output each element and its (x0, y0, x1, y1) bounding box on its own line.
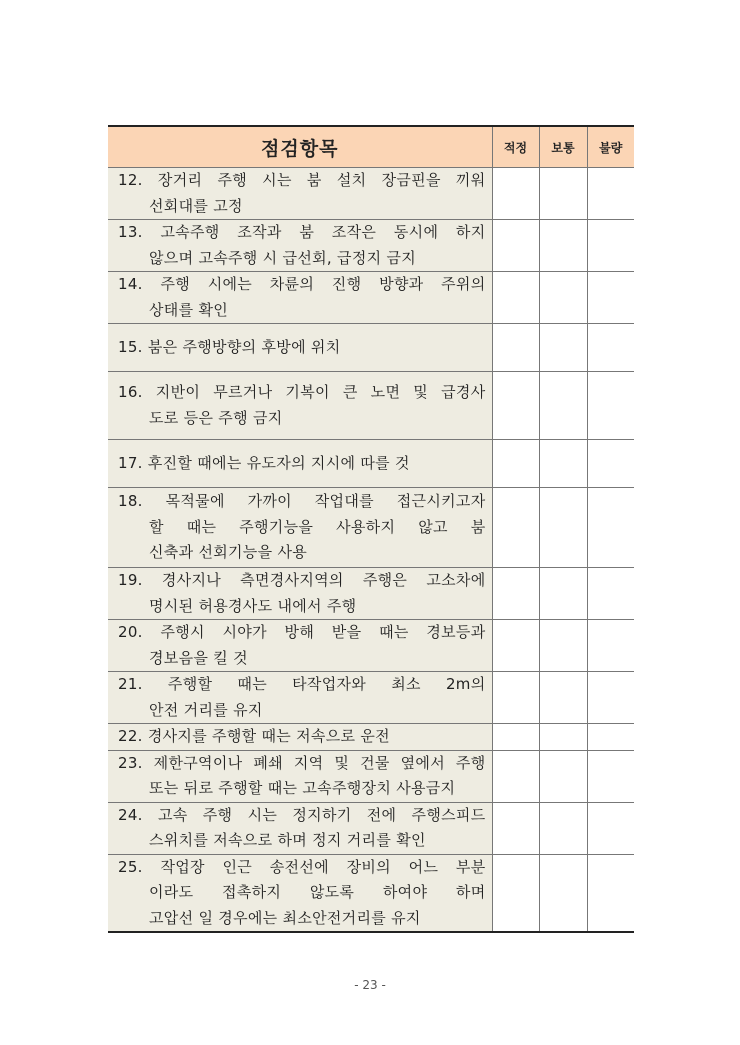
rating-poor-cell[interactable] (587, 802, 634, 854)
checklist-item-text (108, 220, 492, 272)
checklist-item-continuation: 할 때는 주행기능을 사용하지 않고 붐 (149, 517, 486, 536)
checklist-item-line: 25. 작업장 인근 송전선에 장비의 어느 부분 (118, 857, 486, 876)
rating-poor-cell[interactable] (587, 220, 634, 272)
rating-average-cell[interactable] (539, 724, 587, 751)
checklist-row (108, 854, 634, 932)
checklist-item-continuation: 선회대를 고정 (149, 196, 243, 215)
checklist-body (108, 168, 634, 933)
checklist-item-line: 12. 장거리 주행 시는 붐 설치 장금핀을 끼워 (118, 171, 486, 189)
rating-average-cell[interactable] (539, 750, 587, 802)
checklist-item-text (108, 750, 492, 802)
checklist-item-continuation: 않으며 고속주행 시 급선회, 급정지 금지 (149, 248, 417, 267)
rating-poor-cell[interactable] (587, 568, 634, 620)
checklist-item-line: 22. 경사지를 주행할 때는 저속으로 운전 (118, 727, 390, 745)
checklist-item-continuation: 안전 거리를 유지 (149, 700, 263, 719)
rating-average-cell[interactable] (539, 324, 587, 372)
rating-appropriate-cell[interactable] (492, 620, 539, 672)
rating-average-cell[interactable] (539, 854, 587, 932)
rating-poor-cell[interactable] (587, 620, 634, 672)
rating-appropriate-cell[interactable] (492, 750, 539, 802)
rating-appropriate-cell[interactable] (492, 568, 539, 620)
checklist-item-text (108, 168, 492, 220)
checklist-item-line: 18. 목적물에 가까이 작업대를 접근시키고자 (118, 492, 486, 511)
checklist-row (108, 802, 634, 854)
header-average: 보통 (539, 126, 587, 168)
header-inspection-item: 점검항목 (108, 126, 492, 168)
checklist-row (108, 324, 634, 372)
rating-average-cell[interactable] (539, 488, 587, 568)
page-number: - 23 - (354, 978, 386, 992)
checklist-item-text (108, 440, 492, 488)
rating-appropriate-cell[interactable] (492, 488, 539, 568)
checklist-item-text (108, 672, 492, 724)
checklist-item-line: 24. 고속 주행 시는 정지하기 전에 주행스피드 (118, 805, 486, 824)
checklist-item-text (108, 372, 492, 440)
rating-appropriate-cell[interactable] (492, 168, 539, 220)
checklist-row (108, 620, 634, 672)
rating-average-cell[interactable] (539, 440, 587, 488)
header-appropriate: 적정 (492, 126, 539, 168)
checklist-item-line: 13. 고속주행 조작과 붐 조작은 동시에 하지 (118, 223, 486, 241)
rating-poor-cell[interactable] (587, 854, 634, 932)
rating-poor-cell[interactable] (587, 324, 634, 372)
rating-appropriate-cell[interactable] (492, 324, 539, 372)
checklist-item-line: 16. 지반이 무르거나 기복이 큰 노면 및 급경사 (118, 383, 486, 401)
checklist-item-continuation: 스위치를 저속으로 하며 정지 거리를 확인 (149, 831, 426, 849)
checklist-item-text (108, 568, 492, 620)
checklist-row (108, 672, 634, 724)
rating-poor-cell[interactable] (587, 750, 634, 802)
checklist-item-continuation: 신축과 선회기능을 사용 (149, 543, 308, 562)
checklist-item-line: 17. 후진할 때에는 유도자의 지시에 따를 것 (118, 453, 410, 472)
rating-appropriate-cell[interactable] (492, 802, 539, 854)
rating-average-cell[interactable] (539, 220, 587, 272)
checklist-item-continuation: 고압선 일 경우에는 최소안전거리를 유지 (149, 908, 421, 927)
checklist-item-continuation: 상태를 확인 (149, 300, 229, 319)
rating-average-cell[interactable] (539, 802, 587, 854)
checklist-item-continuation: 도로 등은 주행 금지 (149, 408, 283, 427)
rating-appropriate-cell[interactable] (492, 440, 539, 488)
checklist-item-text (108, 724, 492, 751)
rating-average-cell[interactable] (539, 568, 587, 620)
checklist-row (108, 440, 634, 488)
inspection-checklist-table (108, 125, 634, 933)
checklist-item-line: 20. 주행시 시야가 방해 받을 때는 경보등과 (118, 623, 486, 641)
rating-poor-cell[interactable] (587, 488, 634, 568)
rating-poor-cell[interactable] (587, 672, 634, 724)
checklist-row (108, 272, 634, 324)
checklist-item-continuation: 이라도 접촉하지 않도록 하여야 하며 (149, 883, 486, 901)
checklist-item-line: 15. 붐은 주행방향의 후방에 위치 (118, 337, 341, 356)
rating-average-cell[interactable] (539, 672, 587, 724)
checklist-row (108, 220, 634, 272)
rating-average-cell[interactable] (539, 372, 587, 440)
rating-average-cell[interactable] (539, 620, 587, 672)
checklist-item-line: 23. 제한구역이나 폐쇄 지역 및 건물 옆에서 주행 (118, 753, 486, 772)
checklist-item-line: 21. 주행할 때는 타작업자와 최소 2m의 (118, 675, 486, 693)
checklist-item-continuation: 명시된 허용경사도 내에서 주행 (149, 596, 357, 615)
rating-appropriate-cell[interactable] (492, 724, 539, 751)
checklist-row (108, 568, 634, 620)
checklist-item-line: 14. 주행 시에는 차륜의 진행 방향과 주위의 (118, 275, 486, 293)
checklist-row (108, 168, 634, 220)
checklist-item-text (108, 802, 492, 854)
rating-average-cell[interactable] (539, 272, 587, 324)
rating-appropriate-cell[interactable] (492, 220, 539, 272)
checklist-item-text (108, 854, 492, 932)
rating-poor-cell[interactable] (587, 168, 634, 220)
rating-poor-cell[interactable] (587, 440, 634, 488)
checklist-item-continuation: 경보음을 킬 것 (149, 648, 248, 667)
rating-poor-cell[interactable] (587, 272, 634, 324)
header-poor: 불량 (587, 126, 634, 168)
checklist-item-text (108, 488, 492, 568)
checklist-row (108, 750, 634, 802)
rating-appropriate-cell[interactable] (492, 672, 539, 724)
checklist-item-continuation: 또는 뒤로 주행할 때는 고속주행장치 사용금지 (149, 779, 456, 797)
table-header-row (108, 126, 634, 168)
checklist-item-text (108, 620, 492, 672)
checklist-row (108, 372, 634, 440)
rating-appropriate-cell[interactable] (492, 372, 539, 440)
checklist-row (108, 724, 634, 751)
checklist-item-text (108, 324, 492, 372)
rating-poor-cell[interactable] (587, 724, 634, 751)
rating-average-cell[interactable] (539, 168, 587, 220)
checklist-item-text (108, 272, 492, 324)
checklist-row (108, 488, 634, 568)
rating-appropriate-cell[interactable] (492, 854, 539, 932)
rating-appropriate-cell[interactable] (492, 272, 539, 324)
checklist-item-line: 19. 경사지나 측면경사지역의 주행은 고소차에 (118, 571, 486, 589)
rating-poor-cell[interactable] (587, 372, 634, 440)
